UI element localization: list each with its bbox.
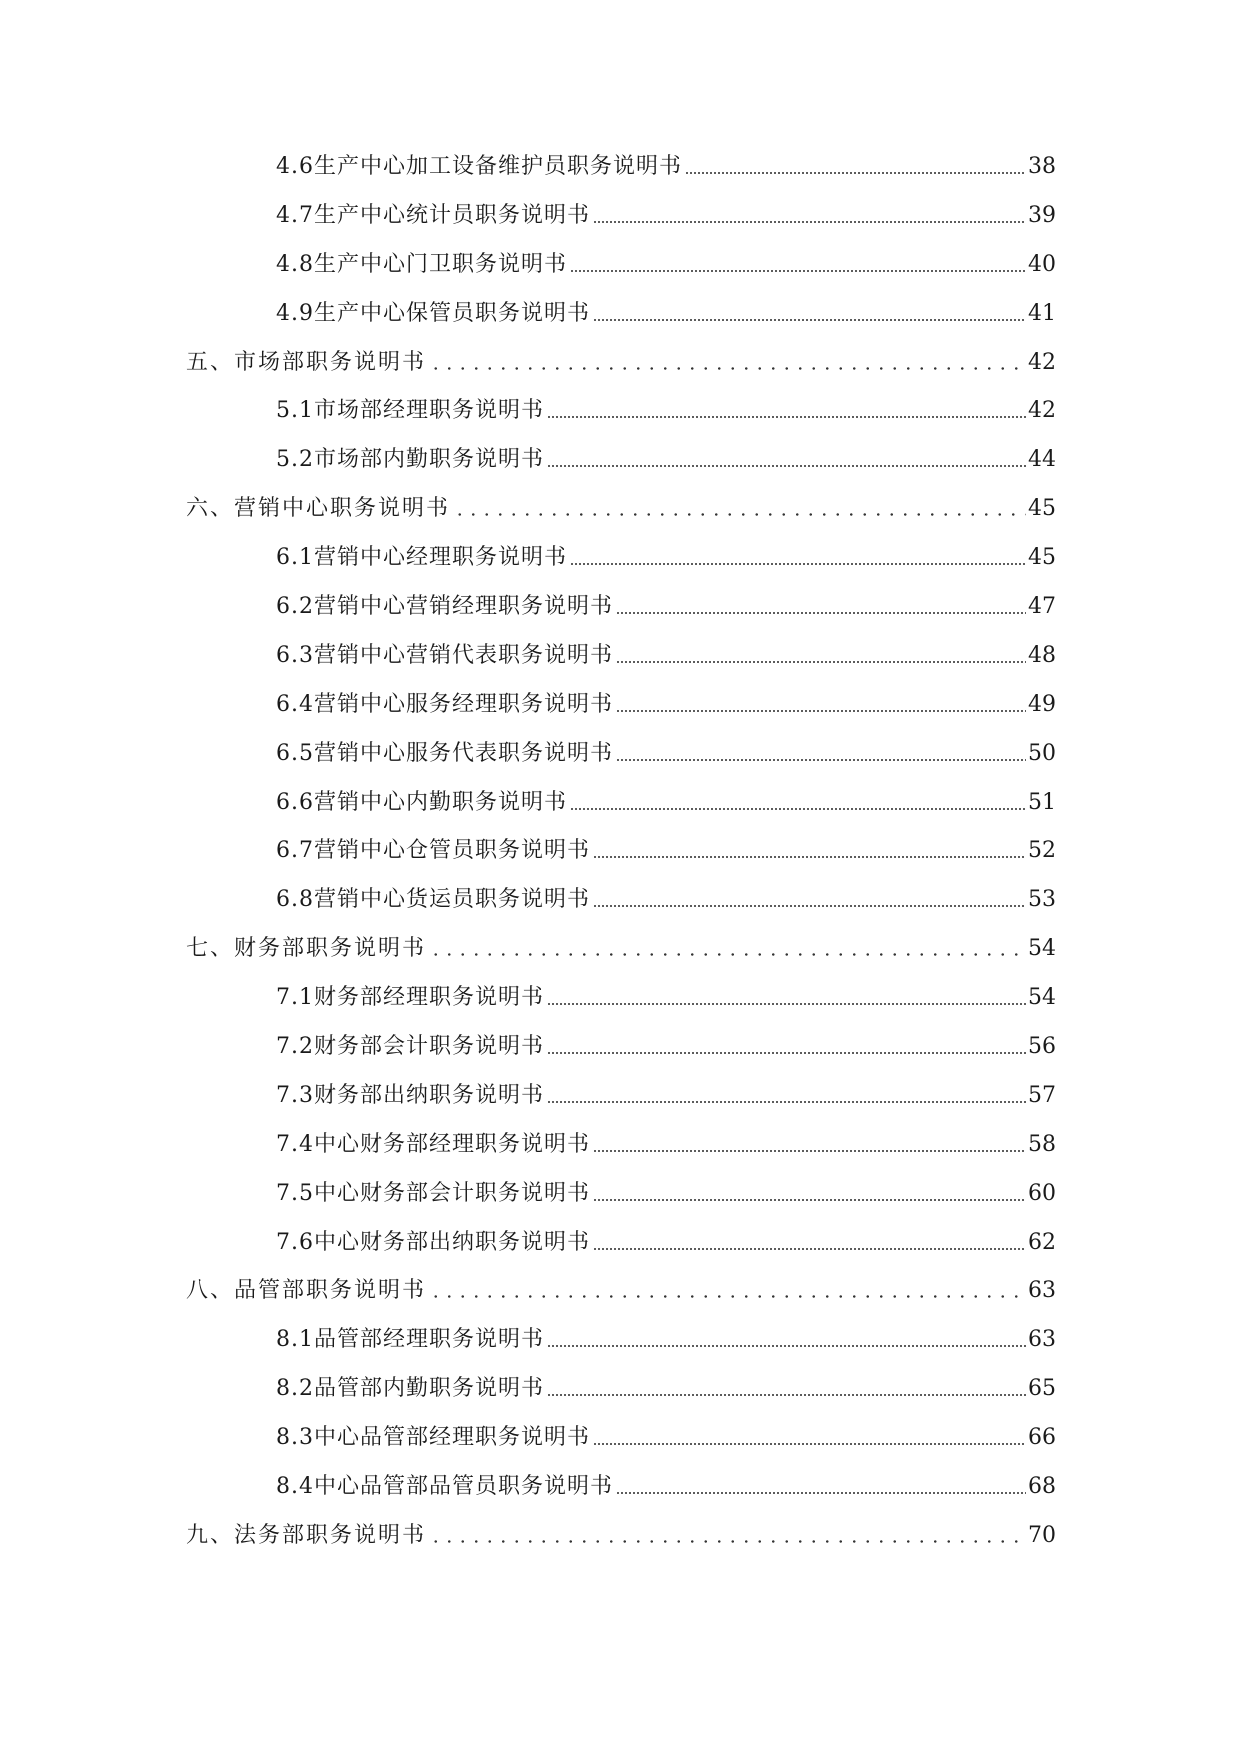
toc-dot-leader xyxy=(593,300,1026,322)
toc-chapter-entry[interactable] xyxy=(0,1522,1241,1571)
toc-dot-leader xyxy=(616,642,1026,664)
toc-dot-leader xyxy=(616,740,1026,762)
toc-page-number: 44 xyxy=(1028,447,1056,473)
toc-section-entry[interactable] xyxy=(0,1229,1241,1278)
toc-page-number: 68 xyxy=(1028,1474,1056,1500)
toc-entry-title: 8.4中心品管部品管员职务说明书 xyxy=(276,1474,613,1500)
toc-page-number: 50 xyxy=(1028,740,1056,766)
toc-section-entry[interactable] xyxy=(0,984,1241,1033)
toc-dot-leader xyxy=(429,935,1026,957)
toc-section-entry[interactable] xyxy=(0,1375,1241,1424)
toc-page-number: 57 xyxy=(1028,1082,1056,1108)
toc-page-number: 45 xyxy=(1028,496,1056,522)
toc-dot-leader xyxy=(570,251,1026,273)
toc-entry-title: 七、财务部职务说明书 xyxy=(186,936,427,962)
toc-chapter-entry[interactable] xyxy=(0,935,1241,984)
toc-section-entry[interactable] xyxy=(0,153,1241,202)
toc-section-entry[interactable] xyxy=(0,1473,1241,1522)
toc-section-entry[interactable] xyxy=(0,642,1241,691)
toc-entry-title: 7.6中心财务部出纳职务说明书 xyxy=(276,1229,590,1255)
toc-page-number: 66 xyxy=(1028,1425,1056,1451)
toc-page-number: 51 xyxy=(1028,789,1056,815)
toc-section-entry[interactable] xyxy=(0,1424,1241,1473)
toc-page-number: 54 xyxy=(1028,936,1056,962)
toc-section-entry[interactable] xyxy=(0,1180,1241,1229)
toc-section-entry[interactable] xyxy=(0,1131,1241,1180)
toc-page-number: 47 xyxy=(1028,594,1056,620)
toc-chapter-entry[interactable] xyxy=(0,1277,1241,1326)
toc-dot-leader xyxy=(547,397,1026,419)
toc-entry-title: 6.3营销中心营销代表职务说明书 xyxy=(276,642,613,668)
toc-dot-leader xyxy=(593,1229,1026,1251)
toc-page-number: 42 xyxy=(1028,398,1056,424)
toc-dot-leader xyxy=(547,1326,1026,1348)
toc-entry-title: 六、营销中心职务说明书 xyxy=(186,496,451,522)
toc-entry-title: 8.2品管部内勤职务说明书 xyxy=(276,1376,544,1402)
toc-entry-title: 4.6生产中心加工设备维护员职务说明书 xyxy=(276,154,682,179)
toc-dot-leader xyxy=(547,984,1026,1006)
toc-page-number: 48 xyxy=(1028,642,1056,668)
toc-page-number: 49 xyxy=(1028,691,1056,717)
toc-dot-leader xyxy=(429,1522,1026,1544)
toc-section-entry[interactable] xyxy=(0,300,1241,349)
toc-section-entry[interactable] xyxy=(0,397,1241,446)
toc-entry-title: 五、市场部职务说明书 xyxy=(186,349,427,375)
toc-page-number: 54 xyxy=(1028,985,1056,1011)
toc-dot-leader xyxy=(593,886,1026,908)
toc-page-number: 70 xyxy=(1028,1522,1056,1548)
toc-entry-title: 6.7营销中心仓管员职务说明书 xyxy=(276,838,590,864)
toc-section-entry[interactable] xyxy=(0,544,1241,593)
toc-page-number: 63 xyxy=(1028,1278,1056,1304)
toc-dot-leader xyxy=(616,1473,1026,1495)
toc-entry-title: 八、品管部职务说明书 xyxy=(186,1278,427,1304)
toc-entry-title: 九、法务部职务说明书 xyxy=(186,1522,427,1548)
toc-entry-title: 8.3中心品管部经理职务说明书 xyxy=(276,1425,590,1451)
toc-dot-leader xyxy=(685,153,1026,175)
toc-entry-title: 6.1营销中心经理职务说明书 xyxy=(276,545,567,571)
toc-dot-leader xyxy=(570,544,1026,566)
toc-entry-title: 6.5营销中心服务代表职务说明书 xyxy=(276,740,613,766)
toc-entry-title: 6.6营销中心内勤职务说明书 xyxy=(276,789,567,815)
toc-dot-leader xyxy=(593,1424,1026,1446)
toc-entry-title: 6.2营销中心营销经理职务说明书 xyxy=(276,594,613,620)
toc-page-number: 42 xyxy=(1028,349,1056,375)
toc-entry-title: 7.4中心财务部经理职务说明书 xyxy=(276,1131,590,1157)
toc-section-entry[interactable] xyxy=(0,251,1241,300)
toc-entry-title: 7.1财务部经理职务说明书 xyxy=(276,985,544,1011)
toc-dot-leader xyxy=(593,202,1026,224)
table-of-contents xyxy=(0,153,1241,1571)
toc-section-entry[interactable] xyxy=(0,446,1241,495)
toc-dot-leader xyxy=(547,1375,1026,1397)
toc-section-entry[interactable] xyxy=(0,1033,1241,1082)
toc-entry-title: 8.1品管部经理职务说明书 xyxy=(276,1327,544,1353)
toc-entry-title: 4.9生产中心保管员职务说明书 xyxy=(276,300,590,326)
toc-page-number: 65 xyxy=(1028,1376,1056,1402)
toc-page-number: 60 xyxy=(1028,1180,1056,1206)
toc-dot-leader xyxy=(429,1277,1026,1299)
toc-section-entry[interactable] xyxy=(0,789,1241,838)
toc-section-entry[interactable] xyxy=(0,837,1241,886)
toc-entry-title: 6.8营销中心货运员职务说明书 xyxy=(276,887,590,913)
toc-section-entry[interactable] xyxy=(0,1326,1241,1375)
toc-chapter-entry[interactable] xyxy=(0,495,1241,544)
toc-page-number: 63 xyxy=(1028,1327,1056,1353)
toc-page-number: 41 xyxy=(1028,300,1056,326)
toc-page-number: 56 xyxy=(1028,1034,1056,1060)
toc-chapter-entry[interactable] xyxy=(0,349,1241,398)
toc-page-number: 40 xyxy=(1028,251,1056,277)
toc-page-number: 38 xyxy=(1028,154,1056,179)
toc-dot-leader xyxy=(593,1180,1026,1202)
toc-section-entry[interactable] xyxy=(0,593,1241,642)
toc-page-number: 58 xyxy=(1028,1131,1056,1157)
toc-section-entry[interactable] xyxy=(0,202,1241,251)
toc-dot-leader xyxy=(547,1082,1026,1104)
toc-entry-title: 4.7生产中心统计员职务说明书 xyxy=(276,202,590,228)
toc-page-number: 53 xyxy=(1028,887,1056,913)
toc-entry-title: 4.8生产中心门卫职务说明书 xyxy=(276,251,567,277)
toc-page-number: 62 xyxy=(1028,1229,1056,1255)
toc-dot-leader xyxy=(570,789,1026,811)
toc-entry-title: 5.1市场部经理职务说明书 xyxy=(276,398,544,424)
toc-dot-leader xyxy=(547,1033,1026,1055)
toc-entry-title: 7.3财务部出纳职务说明书 xyxy=(276,1082,544,1108)
toc-dot-leader xyxy=(616,593,1026,615)
toc-entry-title: 7.5中心财务部会计职务说明书 xyxy=(276,1180,590,1206)
toc-section-entry[interactable] xyxy=(0,886,1241,935)
toc-entry-title: 5.2市场部内勤职务说明书 xyxy=(276,447,544,473)
toc-dot-leader xyxy=(547,446,1026,468)
toc-entry-title: 7.2财务部会计职务说明书 xyxy=(276,1034,544,1060)
toc-dot-leader xyxy=(593,1131,1026,1153)
toc-dot-leader xyxy=(616,691,1026,713)
toc-section-entry[interactable] xyxy=(0,740,1241,789)
toc-page-number: 45 xyxy=(1028,545,1056,571)
toc-dot-leader xyxy=(429,349,1026,371)
toc-entry-title: 6.4营销中心服务经理职务说明书 xyxy=(276,691,613,717)
toc-section-entry[interactable] xyxy=(0,1082,1241,1131)
toc-page-number: 39 xyxy=(1028,202,1056,228)
toc-page-number: 52 xyxy=(1028,838,1056,864)
toc-dot-leader xyxy=(593,837,1026,859)
toc-section-entry[interactable] xyxy=(0,691,1241,740)
toc-dot-leader xyxy=(453,495,1026,517)
